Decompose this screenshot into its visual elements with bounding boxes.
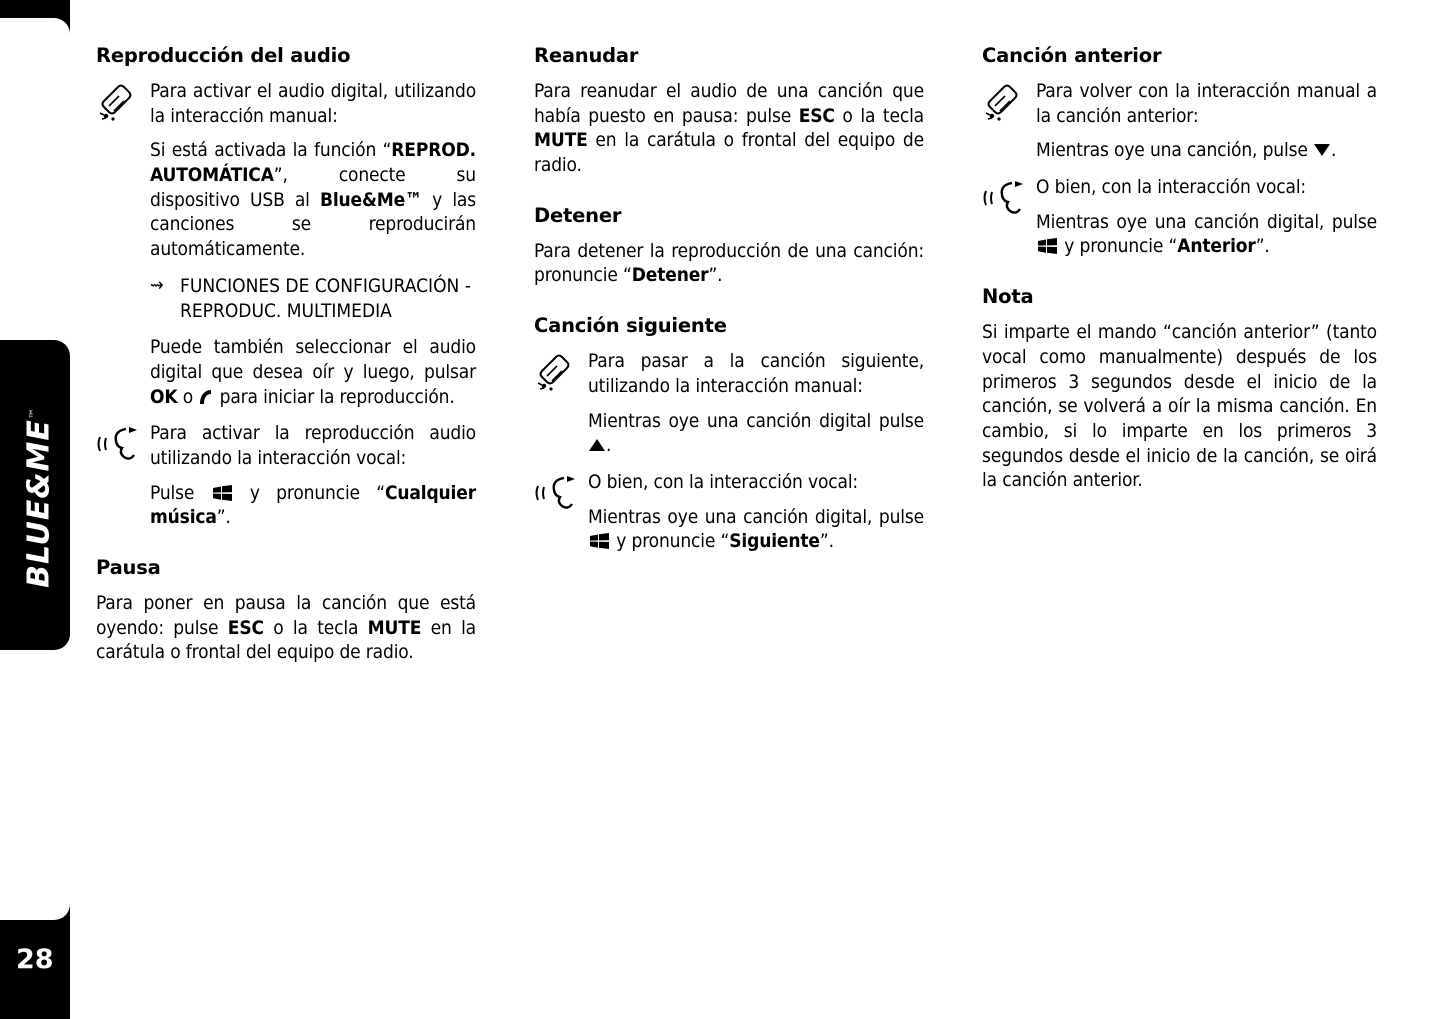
windows-key-icon	[213, 483, 232, 499]
paragraph-activar-reproduccion-vocal: Para activar la reproducción audio utilizando la interacción vocal:	[150, 422, 476, 469]
text-post: ”.	[216, 506, 231, 529]
text-mid: o la tecla	[834, 104, 925, 127]
voice-speaking-icon	[534, 472, 580, 514]
paragraph-volver-cancion-anterior: Para volver con la interacción manual a la canción anterior:	[1036, 80, 1377, 127]
brand-name: BLUE&ME	[21, 419, 57, 588]
paragraph-seleccionar-audio	[150, 335, 476, 409]
text-pre: Mientras oye una canción digital, pulse	[1036, 210, 1377, 233]
hand-pointing-icon	[534, 351, 580, 393]
text-bold-esc: ESC	[227, 616, 264, 639]
text-post: y las canciones se reproducirán automáticamente.	[150, 188, 477, 261]
paragraph-reprod-automatica	[150, 138, 476, 261]
paragraph-o-bien-vocal: O bien, con la interacción vocal:	[588, 470, 859, 493]
text-post: para iniciar la reproducción.	[214, 385, 455, 408]
paragraph-pulse-siguiente	[588, 505, 924, 554]
paragraph-pasar-cancion-siguiente: Para pasar a la canción siguiente, utilizando la interacción manual:	[588, 350, 924, 397]
heading-reproduccion-del-audio: Reproducción del audio	[96, 44, 351, 67]
text-bold-mute: MUTE	[367, 616, 422, 639]
paragraph-detener	[534, 239, 924, 288]
brand-tab	[0, 340, 70, 650]
text-bold-blueandme: Blue&Me™	[319, 188, 423, 211]
paragraph-nota: Si imparte el mando “canción anterior” (tanto vocal como manualmente) después de los primeros 3 segundos desde el inicio de la canción, se volverá a oír la misma canción. En cambio, si lo imparte en los primeros 3 segundos desde el inicio de la canción, se oirá la canción anterior.	[982, 321, 1377, 492]
page-number: 28	[16, 944, 54, 975]
text-post: en la carátula o frontal del equipo de radio.	[534, 129, 924, 177]
paragraph-pulse-cualquier-musica	[150, 481, 476, 530]
paragraph-mientras-oye-pulse-down	[1036, 138, 1377, 163]
heading-reanudar: Reanudar	[534, 44, 639, 67]
text-pre: Mientras oye una canción digital, pulse	[588, 505, 924, 528]
text-bold-siguiente: Siguiente	[729, 530, 820, 553]
text-bold-anterior: Anterior	[1177, 235, 1256, 258]
cross-reference-item	[150, 274, 476, 323]
text-bold-reprod-automatica: REPROD. AUTOMÁTICA	[150, 139, 476, 187]
brand-label	[22, 383, 57, 613]
manual-interaction-block-1	[96, 79, 476, 128]
brand-tm: ™	[27, 407, 41, 420]
voice-speaking-icon	[982, 177, 1028, 219]
text-pre: Puede también seleccionar el audio digital que desea oír y luego, pulsar	[150, 336, 476, 383]
text-bold-ok: OK	[150, 385, 178, 408]
text-pre: Para detener la reproducción de una canción: pronuncie “	[534, 239, 924, 287]
text-bold-esc: ESC	[798, 104, 835, 127]
page-sidebar	[0, 0, 70, 1019]
windows-key-icon	[590, 531, 609, 547]
page-number-box	[0, 920, 70, 1019]
voice-speaking-icon	[96, 423, 142, 465]
paragraph-pulse-anterior	[1036, 210, 1377, 259]
reference-text: FUNCIONES DE CONFIGURACIÓN - REPRODUC. MULTIMEDIA	[180, 274, 471, 322]
text-bold-cualquier-musica: Cualquier música	[150, 481, 476, 529]
text-pre: Para reanudar el audio de una canción que había puesto en pausa: pulse	[534, 80, 924, 127]
column-2	[534, 44, 924, 984]
page-content	[96, 44, 1416, 984]
text-mid: o	[177, 385, 199, 408]
text-pre: Pulse	[150, 481, 211, 504]
heading-cancion-anterior: Canción anterior	[982, 44, 1162, 67]
text-post: .	[606, 434, 612, 457]
text-pre: Para poner en pausa la canción que está oyendo: pulse	[96, 592, 476, 639]
text-post: .	[1330, 139, 1337, 162]
text-bold-detener: Detener	[631, 264, 709, 287]
triangle-up-icon	[589, 439, 605, 451]
text-pre: Mientras oye una canción digital pulse	[588, 409, 924, 432]
windows-key-icon	[1038, 236, 1057, 252]
manual-interaction-block-3	[982, 79, 1377, 128]
text-mid: o la tecla	[263, 616, 368, 639]
text-pre: Mientras oye una canción, pulse	[1036, 139, 1313, 162]
voice-interaction-block-2	[534, 470, 924, 495]
column-1	[96, 44, 476, 984]
hand-pointing-icon	[982, 81, 1028, 123]
voice-interaction-block-3	[982, 175, 1377, 200]
text-pre: Si está activada la función “	[150, 139, 392, 162]
text-post: ”.	[1255, 235, 1270, 258]
voice-interaction-block-1	[96, 421, 476, 470]
text-mid: ”, conecte su dispositivo USB al	[150, 164, 476, 211]
text-bold-mute: MUTE	[534, 129, 588, 152]
text-mid: y pronuncie “	[1059, 235, 1178, 258]
reference-arrow-icon: ⇝	[150, 274, 164, 296]
text-post: en la carátula o frontal del equipo de radio.	[96, 616, 476, 664]
paragraph-pausa	[96, 591, 476, 665]
text-mid: y pronuncie “	[611, 530, 730, 553]
heading-detener: Detener	[534, 203, 622, 227]
triangle-down-icon	[1314, 144, 1330, 156]
paragraph-reanudar	[534, 79, 924, 178]
paragraph-activar-audio-digital: Para activar el audio digital, utilizando la interacción manual:	[150, 80, 476, 127]
text-post: ”.	[708, 264, 723, 287]
column-3	[982, 44, 1377, 984]
text-mid: y pronuncie “	[233, 481, 385, 504]
paragraph-mientras-oye-pulse-up	[588, 409, 924, 458]
text-post: ”.	[819, 530, 834, 553]
hand-pointing-icon	[96, 81, 142, 123]
paragraph-o-bien-vocal: O bien, con la interacción vocal:	[1036, 176, 1307, 199]
manual-interaction-block-2	[534, 349, 924, 398]
heading-nota: Nota	[982, 285, 1034, 309]
heading-cancion-siguiente: Canción siguiente	[534, 314, 727, 338]
heading-pausa: Pausa	[96, 556, 161, 579]
phone-handset-icon	[198, 388, 214, 406]
